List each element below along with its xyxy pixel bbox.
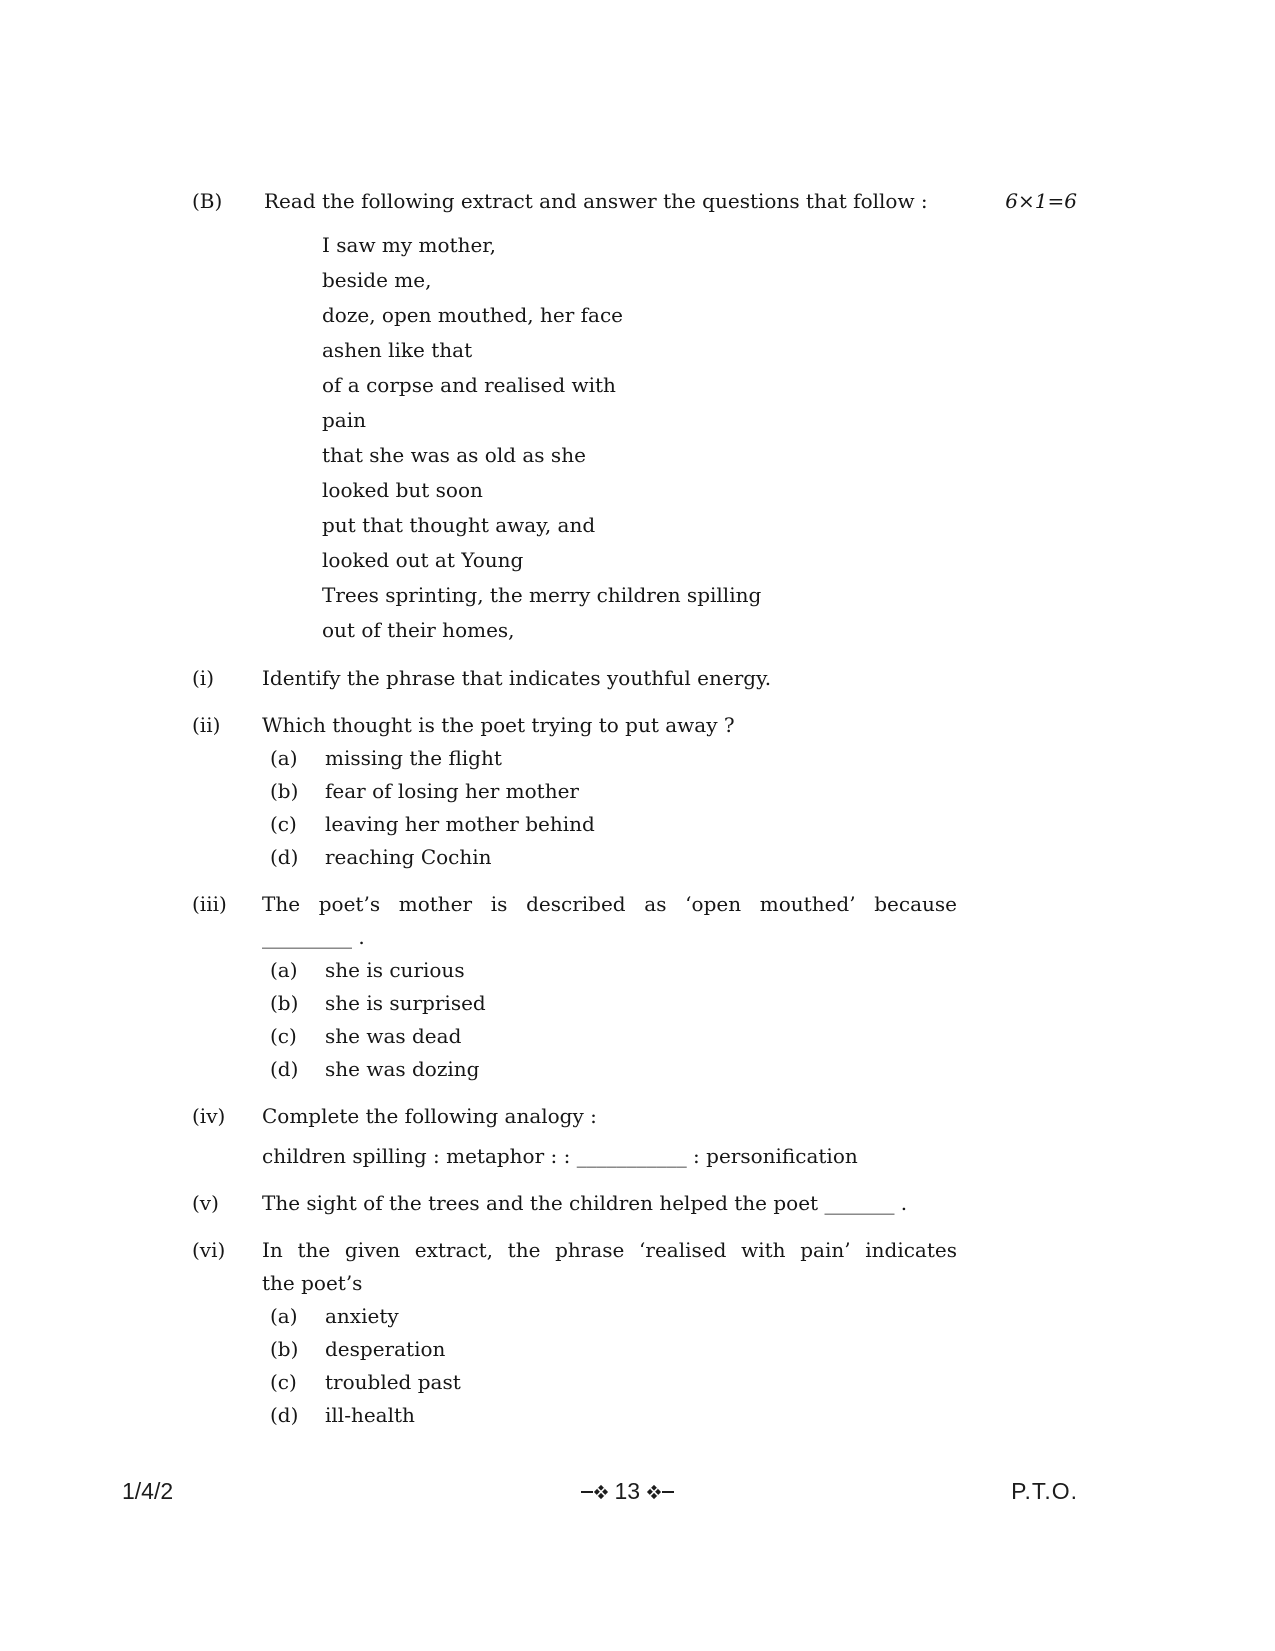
question	[192, 888, 1077, 1086]
options	[262, 954, 957, 1086]
question	[192, 662, 1077, 695]
option-text: leaving her mother behind	[325, 812, 595, 836]
poem-line: ashen like that	[322, 338, 473, 362]
question-number: (iv)	[192, 1104, 226, 1128]
questions	[192, 662, 1077, 1432]
option-letter: (c)	[270, 812, 297, 836]
option	[270, 1053, 957, 1086]
option-text: reaching Cochin	[325, 845, 492, 869]
question-body	[262, 1100, 957, 1173]
poem-line: pain	[322, 408, 367, 432]
question-text: Which thought is the poet trying to put away ?	[262, 713, 735, 737]
ornament-dash-icon	[581, 1491, 593, 1493]
question-text: In the given extract, the phrase ‘realised with pain’ indicates	[262, 1238, 957, 1262]
option-letter: (d)	[270, 1403, 299, 1427]
question-number: (v)	[192, 1191, 219, 1215]
options	[262, 1300, 957, 1432]
question	[192, 1187, 1077, 1220]
option-letter: (a)	[270, 746, 298, 770]
option-letter: (b)	[270, 991, 299, 1015]
poem-line: Trees sprinting, the merry children spilling	[322, 583, 762, 607]
question-number: (ii)	[192, 713, 221, 737]
ornament-dash-icon	[662, 1491, 674, 1493]
option	[270, 808, 957, 841]
option-letter: (b)	[270, 1337, 299, 1361]
option	[270, 841, 957, 874]
question-body	[262, 662, 957, 695]
options	[262, 742, 957, 874]
option	[270, 1020, 957, 1053]
page-number: 13	[614, 1478, 641, 1504]
poem-line: that she was as old as she	[322, 443, 586, 467]
ornament-diamond-icon	[647, 1484, 661, 1498]
marks-scheme: 6×1=6	[1005, 189, 1077, 213]
poem-line: beside me,	[322, 268, 432, 292]
question	[192, 709, 1077, 874]
page-footer	[0, 1478, 1275, 1510]
question-text: Identify the phrase that indicates youthful energy.	[262, 666, 772, 690]
option-text: ill-health	[325, 1403, 415, 1427]
question-text: children spilling : metaphor : : ___________ : personification	[262, 1144, 858, 1168]
option-letter: (b)	[270, 779, 299, 803]
option-letter: (c)	[270, 1024, 297, 1048]
option-letter: (a)	[270, 958, 298, 982]
option-text: missing the flight	[325, 746, 502, 770]
option	[270, 775, 957, 808]
question-number: (iii)	[192, 892, 227, 916]
option-text: she was dozing	[325, 1057, 480, 1081]
option	[270, 1366, 957, 1399]
option	[270, 954, 957, 987]
question-text: the poet’s	[262, 1271, 363, 1295]
option-letter: (c)	[270, 1370, 297, 1394]
option-letter: (d)	[270, 845, 299, 869]
question-number: (i)	[192, 666, 215, 690]
option	[270, 1300, 957, 1333]
option-letter: (d)	[270, 1057, 299, 1081]
question-body	[262, 709, 957, 874]
option-text: she is surprised	[325, 991, 486, 1015]
option	[270, 987, 957, 1020]
page-number-ornament-right	[649, 1487, 674, 1497]
question-text: The sight of the trees and the children helped the poet _______ .	[262, 1191, 908, 1215]
option-text: she is curious	[325, 958, 465, 982]
poem-line: out of their homes,	[322, 618, 515, 642]
question-body	[262, 1187, 957, 1220]
question-number: (vi)	[192, 1238, 226, 1262]
poem-line: doze, open mouthed, her face	[322, 303, 624, 327]
option	[270, 742, 957, 775]
section-instruction: Read the following extract and answer the questions that follow :	[264, 189, 928, 213]
poem-line: put that thought away, and	[322, 513, 596, 537]
pto-label: P.T.O.	[1011, 1478, 1078, 1504]
question-text: _________ .	[262, 925, 365, 949]
poem-line: of a corpse and realised with	[322, 373, 616, 397]
question-body	[262, 1234, 957, 1432]
poem-extract	[322, 228, 1077, 648]
question-body	[262, 888, 957, 1086]
poem-line: I saw my mother,	[322, 233, 497, 257]
page-number-ornament-left	[581, 1487, 606, 1497]
option-letter: (a)	[270, 1304, 298, 1328]
option-text: she was dead	[325, 1024, 462, 1048]
option	[270, 1399, 957, 1432]
paper-code: 1/4/2	[122, 1478, 174, 1504]
section-header	[192, 186, 1077, 216]
question	[192, 1234, 1077, 1432]
option-text: desperation	[325, 1337, 446, 1361]
page-number-block	[581, 1478, 675, 1505]
option-text: troubled past	[325, 1370, 461, 1394]
question-text: The poet’s mother is described as ‘open mouthed’ because	[262, 892, 957, 916]
poem-line: looked out at Young	[322, 548, 524, 572]
question-section-b	[192, 186, 1077, 1432]
option-text: anxiety	[325, 1304, 399, 1328]
section-label: (B)	[192, 189, 223, 213]
question	[192, 1100, 1077, 1173]
poem-line: looked but soon	[322, 478, 483, 502]
ornament-diamond-icon	[593, 1484, 607, 1498]
option	[270, 1333, 957, 1366]
option-text: fear of losing her mother	[325, 779, 579, 803]
question-text: Complete the following analogy :	[262, 1104, 597, 1128]
